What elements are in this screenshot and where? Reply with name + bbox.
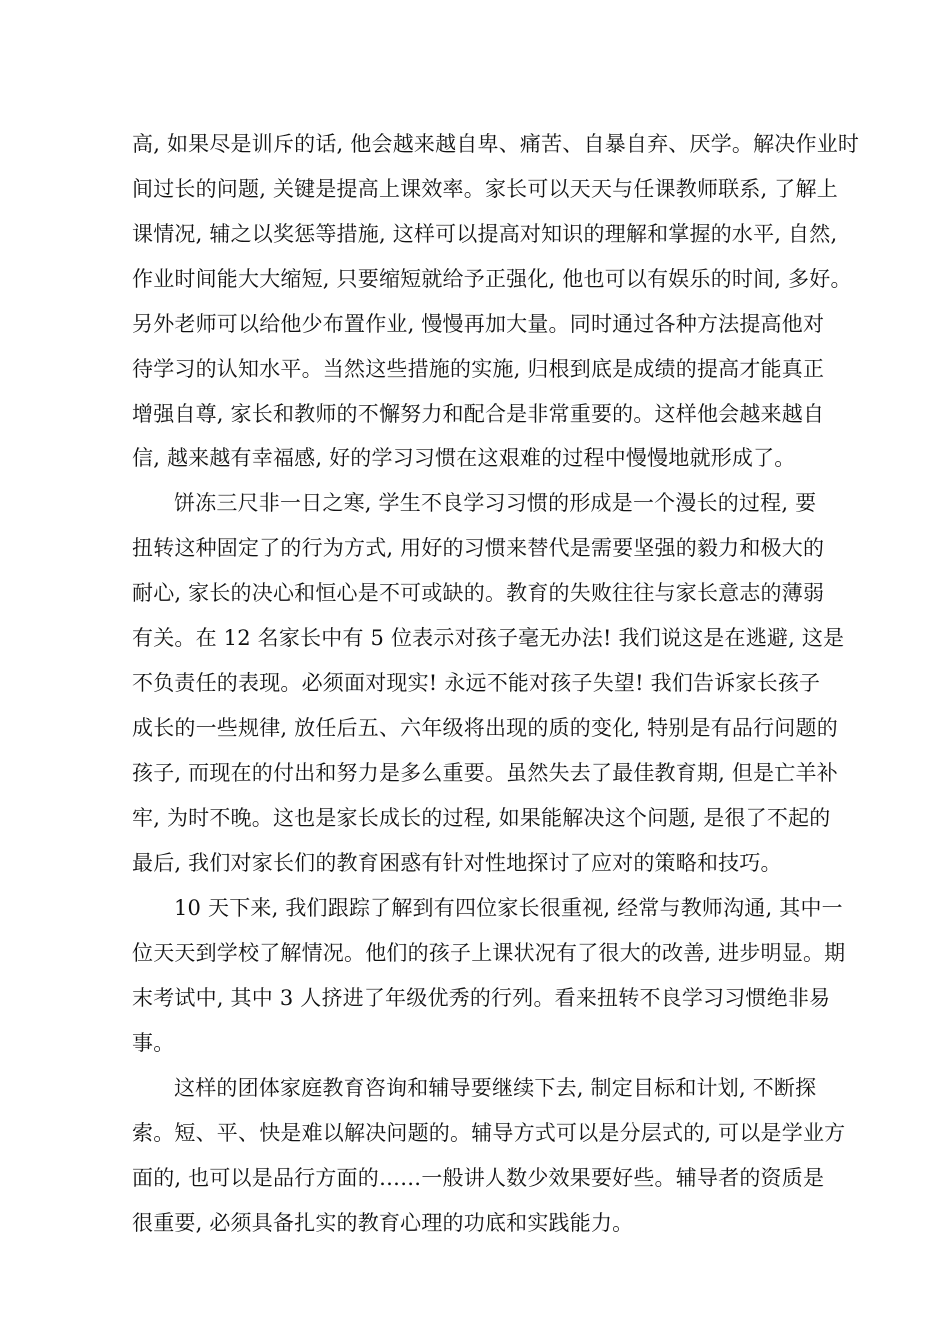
- text-line: 末考试中, 其中 3 人挤进了年级优秀的行列。看来扭转不良学习习惯绝非易: [132, 986, 831, 1010]
- text-line: 信, 越来越有幸福感, 好的学习习惯在这艰难的过程中慢慢地就形成了。: [132, 446, 796, 470]
- text-line: 作业时间能大大缩短, 只要缩短就给予正强化, 他也可以有娱乐的时间, 多好。: [132, 267, 852, 291]
- text-line: 间过长的问题, 关键是提高上课效率。家长可以天天与任课教师联系, 了解上: [132, 177, 838, 201]
- text-line: 孩子, 而现在的付出和努力是多么重要。虽然失去了最佳教育期, 但是亡羊补: [132, 761, 838, 785]
- text-line: 牢, 为时不晚。这也是家长成长的过程, 如果能解决这个问题, 是很了不起的: [132, 806, 831, 830]
- text-line: 有关。在 12 名家长中有 5 位表示对孩子毫无办法! 我们说这是在逃避, 这是: [132, 626, 845, 650]
- text-line: 成长的一些规律, 放任后五、六年级将出现的质的变化, 特别是有品行问题的: [132, 716, 838, 740]
- text-line: 高, 如果尽是训斥的话, 他会越来越自卑、痛苦、自暴自弃、厌学。解决作业时: [132, 132, 860, 156]
- text-line: 不负责任的表现。必须面对现实! 永远不能对孩子失望! 我们告诉家长孩子: [132, 671, 821, 695]
- text-line: 待学习的认知水平。当然这些措施的实施, 归根到底是成绩的提高才能真正: [132, 357, 825, 381]
- text-line: 扭转这种固定了的行为方式, 用好的习惯来替代是需要坚强的毅力和极大的: [132, 536, 825, 560]
- text-line: 这样的团体家庭教育咨询和辅导要继续下去, 制定目标和计划, 不断探: [174, 1076, 817, 1100]
- text-line: 位天天到学校了解情况。他们的孩子上课状况有了很大的改善, 进步明显。期: [132, 941, 846, 965]
- text-line: 很重要, 必须具备扎实的教育心理的功底和实践能力。: [132, 1211, 634, 1235]
- text-line: 饼冻三尺非一日之寒, 学生不良学习习惯的形成是一个漫长的过程, 要: [174, 491, 817, 515]
- text-line: 课情况, 辅之以奖惩等措施, 这样可以提高对知识的理解和掌握的水平, 自然,: [132, 222, 838, 246]
- text-line: 事。: [132, 1031, 175, 1055]
- text-line: 10 天下来, 我们跟踪了解到有四位家长很重视, 经常与教师沟通, 其中一: [174, 896, 843, 920]
- text-line: 索。短、平、快是难以解决问题的。辅导方式可以是分层式的, 可以是学业方: [132, 1121, 846, 1145]
- text-line: 最后, 我们对家长们的教育困惑有针对性地探讨了应对的策略和技巧。: [132, 851, 782, 875]
- text-line: 增强自尊, 家长和教师的不懈努力和配合是非常重要的。这样他会越来越自: [132, 402, 825, 426]
- text-line: 耐心, 家长的决心和恒心是不可或缺的。教育的失败往往与家长意志的薄弱: [132, 581, 825, 605]
- text-line: 另外老师可以给他少布置作业, 慢慢再加大量。同时通过各种方法提高他对: [132, 312, 825, 336]
- text-line: 面的, 也可以是品行方面的……一般讲人数少效果要好些。辅导者的资质是: [132, 1166, 825, 1190]
